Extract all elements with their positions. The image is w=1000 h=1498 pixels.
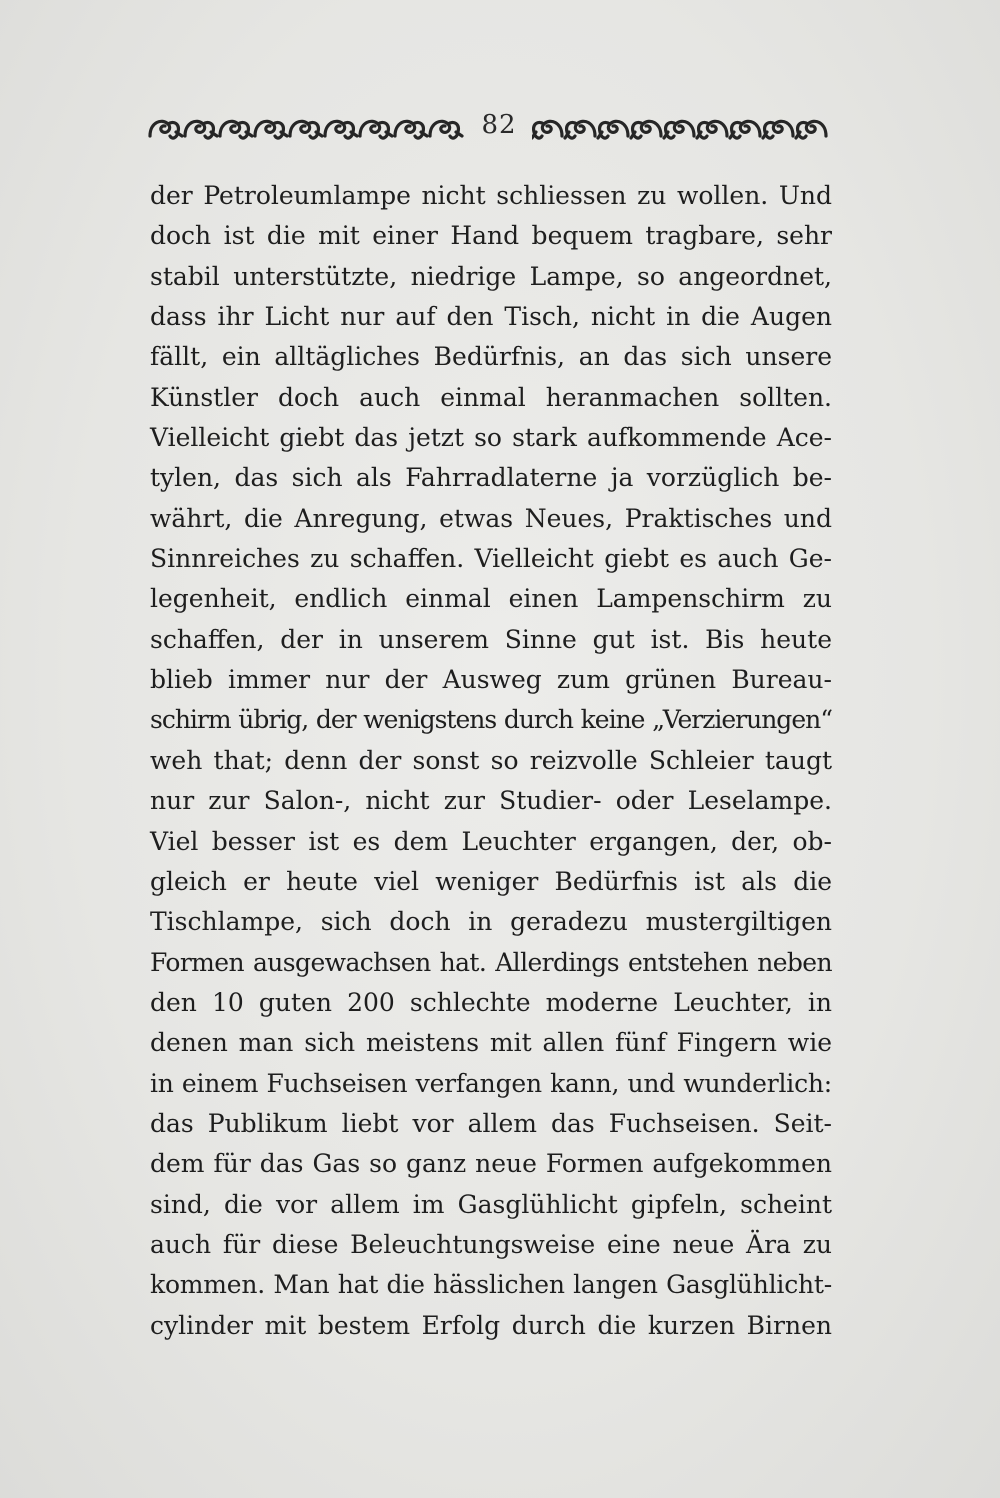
ornament-right-icon — [532, 114, 832, 144]
ornament-left-icon — [148, 114, 466, 144]
text-line: der Petroleumlampe nicht schliessen zu wollen. Und — [150, 181, 832, 210]
text-line: den 10 guten 200 schlechte moderne Leuchter, in — [150, 987, 832, 1017]
text-line: auch für diese Beleuchtungsweise eine neue Ära zu — [150, 1229, 832, 1259]
text-line: schirm übrig, der wenigstens durch keine „Verzierungen“ — [150, 705, 832, 735]
text-line: Viel besser ist es dem Leuchter ergangen, der, ob- — [150, 826, 832, 856]
text-line: sind, die vor allem im Gasglühlicht gipfeln, scheint — [150, 1189, 832, 1219]
text-line: denen man sich meistens mit allen fünf Fingern wie — [150, 1028, 832, 1058]
text-line: fällt, ein alltägliches Bedürfnis, an das sich unsere — [150, 342, 832, 372]
text-line: tylen, das sich als Fahrradlaterne ja vorzüglich be- — [150, 463, 832, 493]
text-line: gleich er heute viel weniger Bedürfnis ist als die — [150, 866, 832, 896]
text-line: kommen. Man hat die hässlichen langen Gasglühlicht- — [150, 1270, 832, 1300]
text-line: weh that; denn der sonst so reizvolle Schleier taugt — [150, 745, 832, 775]
text-line: dass ihr Licht nur auf den Tisch, nicht in die Augen — [150, 302, 832, 332]
text-line: Künstler doch auch einmal heranmachen sollten. — [150, 382, 832, 412]
body-text — [150, 176, 832, 1346]
text-line: blieb immer nur der Ausweg zum grünen Bureau- — [150, 665, 832, 695]
text-line: doch ist die mit einer Hand bequem tragbare, sehr — [150, 221, 832, 251]
text-line: dem für das Gas so ganz neue Formen aufgekommen — [150, 1149, 832, 1179]
text-line: Sinnreiches zu schaffen. Vielleicht giebt es auch Ge- — [150, 544, 832, 574]
text-line: währt, die Anregung, etwas Neues, Praktisches und — [150, 503, 832, 533]
text-line: das Publikum liebt vor allem das Fuchseisen. Seit- — [150, 1108, 832, 1138]
text-line: cylinder mit bestem Erfolg durch die kurzen Birnen — [150, 1310, 832, 1340]
text-line: Formen ausgewachsen hat. Allerdings entstehen neben — [150, 947, 832, 977]
text-line: Vielleicht giebt das jetzt so stark aufkommende Ace- — [150, 423, 832, 453]
text-line: legenheit, endlich einmal einen Lampenschirm zu — [150, 584, 832, 614]
text-line: schaffen, der in unserem Sinne gut ist. Bis heute — [150, 624, 832, 654]
page-header — [148, 108, 832, 148]
text-line: nur zur Salon-, nicht zur Studier- oder Leselampe. — [150, 786, 832, 816]
text-line: stabil unterstützte, niedrige Lampe, so angeordnet, — [150, 261, 832, 291]
text-line: in einem Fuchseisen verfangen kann, und wunderlich: — [150, 1068, 832, 1098]
page-number: 82 — [481, 110, 517, 140]
text-line: Tischlampe, sich doch in geradezu mustergiltigen — [150, 907, 832, 937]
